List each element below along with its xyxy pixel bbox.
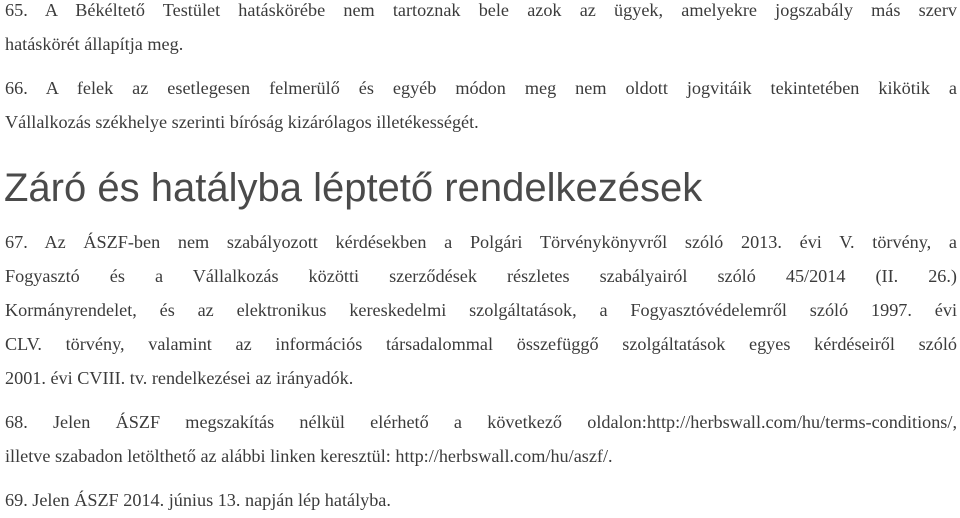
paragraph-68-line-1: 68. Jelen ÁSZF megszakítás nélkül elérhető a következő oldalon:http://herbswall.com/hu/terms-conditions/, (5, 412, 957, 432)
paragraph-67-line-5: 2001. évi CVIII. tv. rendelkezései az irányadók. (5, 368, 354, 388)
paragraph-68-line-2: illetve szabadon letölthető az alábbi linken keresztül: http://herbswall.com/hu/aszf/. (5, 446, 613, 466)
paragraph-69-line-1: 69. Jelen ÁSZF 2014. június 13. napján lép hatályba. (5, 490, 391, 510)
paragraph-67-line-4: CLV. törvény, valamint az információs társadalommal összefüggő szolgáltatások egyes kérdéseiről szóló (5, 334, 957, 354)
paragraph-66-line-1: 66. A felek az esetlegesen felmerülő és egyéb módon meg nem oldott jogvitáik tekintetében kikötik a (5, 78, 957, 98)
paragraph-65-line-2: hatáskörét állapítja meg. (5, 34, 184, 54)
paragraph-65-line-1: 65. A Békéltető Testület hatáskörébe nem tartoznak bele azok az ügyek, amelyekre jogszabály más szerv (5, 0, 957, 20)
paragraph-66-line-2: Vállalkozás székhelye szerinti bíróság kizárólagos illetékességét. (5, 112, 479, 132)
paragraph-67-line-2: Fogyasztó és a Vállalkozás közötti szerződések részletes szabályairól szóló 45/2014 (II. 26.) (5, 266, 957, 286)
paragraph-67-line-3: Kormányrendelet, és az elektronikus kereskedelmi szolgáltatások, a Fogyasztóvédelemről szóló 1997. évi (5, 300, 957, 320)
section-heading: Záró és hatályba léptető rendelkezések (4, 166, 703, 210)
paragraph-67-line-1: 67. Az ÁSZF-ben nem szabályozott kérdésekben a Polgári Törvénykönyvről szóló 2013. évi V. törvény, a (5, 232, 957, 252)
